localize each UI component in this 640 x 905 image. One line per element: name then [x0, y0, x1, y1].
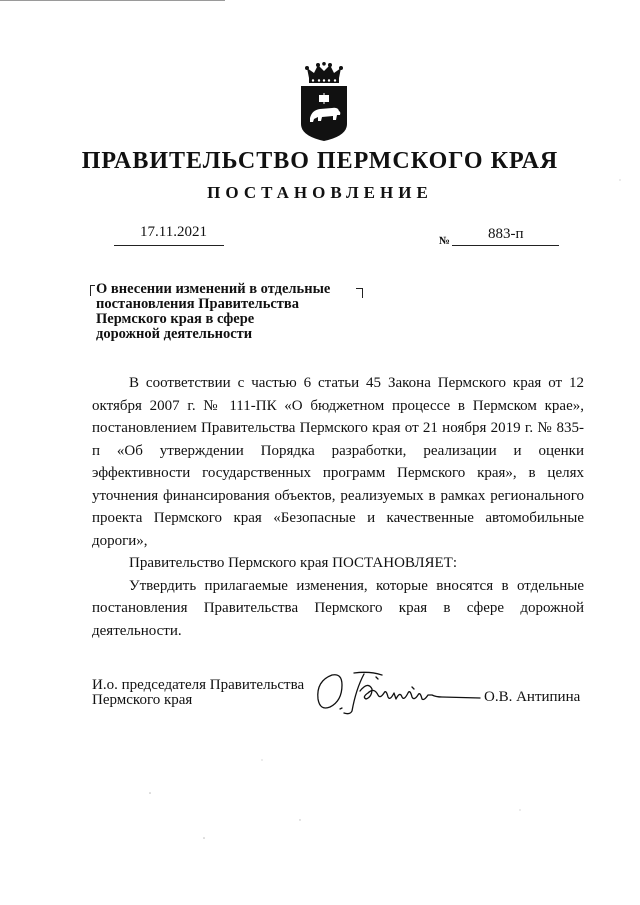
organization-title: ПРАВИТЕЛЬСТВО ПЕРМСКОГО КРАЯ: [81, 148, 559, 174]
subject-line: О внесении изменений в отдельные: [96, 281, 331, 297]
subject-line: дорожной деятельности: [96, 326, 253, 342]
body-paragraph: Правительство Пермского края ПОСТАНОВЛЯЕТ:: [129, 555, 458, 571]
signatory-title-line: И.о. председателя Правительства: [92, 677, 305, 693]
body-paragraph: Утвердить прилагаемые изменения, которые вносятся в отдельные постановления Правительства Пермского края в сфере дорожной деятельности.: [92, 577, 584, 639]
document-type: ПОСТАНОВЛЕНИЕ: [207, 183, 433, 202]
signatory-name: О.В. Антипина: [484, 689, 581, 705]
document-date: 17.11.2021: [140, 224, 207, 240]
document-number: 883-п: [488, 226, 524, 242]
subject-line: постановления Правительства: [96, 296, 299, 312]
signatory-title-line: Пермского края: [92, 692, 193, 708]
subject-line: Пермского края в сфере: [96, 311, 255, 327]
body-paragraph: В соответствии с частью 6 статьи 45 Закона Пермского края от 12 октября 2007 г. № 111-ПК «О бюджетном процессе в Пермском крае», постановлением Правительства Пермского края от 21 ноября 2019 г. № 835-п «Об утверждении Порядка разработки, реализации и оценки эффективности государственных программ Пермского края», в целях уточнения финансирования объектов, реализуемых в рамках регионального проекта Пермского края «Безопасные и качественные автомобильные дороги»,: [92, 375, 584, 549]
number-sign: №: [439, 235, 451, 247]
